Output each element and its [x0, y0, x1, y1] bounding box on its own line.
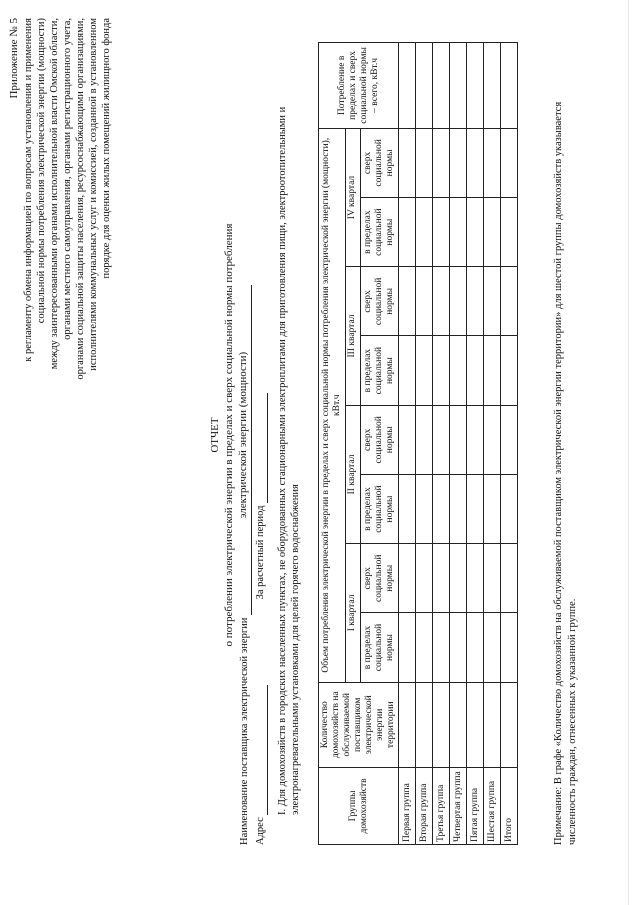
- appendix-header: [8, 18, 113, 448]
- table-cell[interactable]: [399, 336, 416, 405]
- table-cell[interactable]: [484, 43, 501, 129]
- table-cell[interactable]: [416, 198, 433, 267]
- table-cell[interactable]: [484, 336, 501, 405]
- table-cell[interactable]: [484, 128, 501, 197]
- header-quarter-2: II квартал: [345, 405, 360, 543]
- table-cell[interactable]: [416, 474, 433, 543]
- header-quarter-1: I квартал: [345, 544, 360, 682]
- address-label: Адрес: [255, 817, 266, 845]
- table-cell[interactable]: [501, 474, 518, 543]
- table-cell[interactable]: [433, 613, 450, 682]
- table-cell[interactable]: [433, 267, 450, 336]
- row-label: Третья группа: [433, 767, 450, 844]
- table-cell[interactable]: [467, 128, 484, 197]
- table-cell[interactable]: [399, 405, 416, 474]
- header-within-norm: в пределах социальной нормы: [360, 336, 398, 405]
- table-cell[interactable]: [467, 43, 484, 129]
- header-quarter-3: III квартал: [345, 267, 360, 405]
- appendix-line: порядке для оценки жилых помещений жилищного фонда: [101, 18, 112, 279]
- report-title: ОТЧЕТ: [209, 417, 221, 453]
- appendix-line: между заинтересованными органами исполнительной власти Омской области,: [49, 18, 60, 370]
- header-within-norm: в пределах социальной нормы: [360, 198, 398, 267]
- table-cell[interactable]: [467, 544, 484, 613]
- table-cell[interactable]: [399, 682, 416, 767]
- table-cell[interactable]: [433, 43, 450, 129]
- address-blank: [252, 685, 268, 815]
- table-cell[interactable]: [501, 405, 518, 474]
- table-cell[interactable]: [467, 405, 484, 474]
- table-cell[interactable]: [399, 267, 416, 336]
- report-subtitle: о потреблении электрической энергии в пределах и сверх социальной нормы потребления электрической энергии (мощности): [223, 223, 249, 647]
- table-cell[interactable]: [484, 544, 501, 613]
- table-cell[interactable]: [450, 128, 467, 197]
- table-cell[interactable]: [450, 682, 467, 767]
- table-cell[interactable]: [416, 405, 433, 474]
- table-cell[interactable]: [501, 198, 518, 267]
- header-within-norm: в пределах социальной нормы: [360, 613, 398, 682]
- row-label: Итого: [501, 767, 518, 844]
- table-cell[interactable]: [433, 198, 450, 267]
- table-row: [450, 43, 467, 845]
- table-cell[interactable]: [416, 613, 433, 682]
- table-cell[interactable]: [467, 682, 484, 767]
- period-blank: [252, 393, 268, 503]
- table-cell[interactable]: [399, 198, 416, 267]
- table-cell[interactable]: [450, 613, 467, 682]
- row-label: Первая группа: [399, 767, 416, 844]
- table-cell[interactable]: [416, 267, 433, 336]
- table-cell[interactable]: [399, 43, 416, 129]
- address-field: [252, 285, 268, 845]
- supplier-blank: [236, 285, 252, 615]
- table-cell[interactable]: [416, 544, 433, 613]
- row-label: Пятая группа: [467, 767, 484, 844]
- appendix-line: органами местного самоуправления, органами регистрационного учета,: [62, 18, 73, 340]
- table-cell[interactable]: [467, 613, 484, 682]
- appendix-line: органами социальной защиты населения, ресурсоснабжающими организациями,: [75, 18, 86, 380]
- header-above-norm: сверх социальной нормы: [360, 128, 398, 197]
- appendix-line: социальной нормы потребления электрической энергии (мощности): [36, 18, 47, 324]
- table-cell[interactable]: [433, 544, 450, 613]
- table-cell[interactable]: [501, 544, 518, 613]
- table-cell[interactable]: [450, 474, 467, 543]
- table-cell[interactable]: [484, 474, 501, 543]
- table-cell[interactable]: [450, 198, 467, 267]
- table-cell[interactable]: [450, 336, 467, 405]
- table-cell[interactable]: [501, 267, 518, 336]
- table-row: [416, 43, 433, 845]
- table-cell[interactable]: [467, 336, 484, 405]
- table-cell[interactable]: [399, 613, 416, 682]
- header-volume: Объем потребления электрической энергии в пределах и сверх социальной нормы потребления электрической энергии (мощности), кВт.ч: [319, 128, 346, 682]
- table-cell[interactable]: [433, 336, 450, 405]
- supplier-field: [236, 285, 252, 845]
- header-above-norm: сверх социальной нормы: [360, 405, 398, 474]
- header-quarter-4: IV квартал: [345, 128, 360, 266]
- table-cell[interactable]: [433, 405, 450, 474]
- header-above-norm: сверх социальной нормы: [360, 544, 398, 613]
- table-cell[interactable]: [501, 336, 518, 405]
- header-total: Потребление в пределах и сверх социальной нормы – всего, кВт.ч: [319, 43, 399, 129]
- table-cell[interactable]: [484, 267, 501, 336]
- table-cell[interactable]: [450, 267, 467, 336]
- appendix-number: Приложение № 5: [8, 18, 20, 99]
- table-row: [467, 43, 484, 845]
- table-cell[interactable]: [484, 405, 501, 474]
- section-heading: I. Для домохозяйств в городских населенных пунктах, не оборудованных стационарными электроплитами для приготовления пищи, электроотопительными и электронагревательными установками для целей горячего водоснабжения: [277, 106, 301, 815]
- table-cell[interactable]: [450, 43, 467, 129]
- table-cell[interactable]: [416, 336, 433, 405]
- table-cell[interactable]: [450, 544, 467, 613]
- table-cell[interactable]: [399, 474, 416, 543]
- supplier-label: Наименование поставщика электрической энергии: [239, 617, 250, 845]
- table-cell[interactable]: [416, 43, 433, 129]
- report-fields: [236, 285, 268, 845]
- table-cell[interactable]: [501, 682, 518, 767]
- footnote: Примечание: В графе «Количество домохозяйств на обслуживаемой поставщиком электрической энергии территории» для шестой группы домохозяйств указывается численность граждан, отнесенных к указанной группе.: [553, 101, 578, 845]
- row-label: Четвертая группа: [450, 767, 467, 844]
- row-label: Вторая группа: [416, 767, 433, 844]
- period-label: За расчетный период: [255, 505, 266, 600]
- table-cell[interactable]: [433, 128, 450, 197]
- table-cell[interactable]: [416, 128, 433, 197]
- table-cell[interactable]: [399, 128, 416, 197]
- row-label: Шестая группа: [484, 767, 501, 844]
- header-above-norm: сверх социальной нормы: [360, 267, 398, 336]
- table-cell[interactable]: [433, 682, 450, 767]
- table-cell[interactable]: [501, 613, 518, 682]
- table-cell[interactable]: [467, 474, 484, 543]
- table-cell[interactable]: [399, 544, 416, 613]
- consumption-table: [318, 42, 518, 845]
- appendix-line: к регламенту обмена информацией по вопросам установления и применения: [23, 18, 34, 362]
- table-cell[interactable]: [484, 613, 501, 682]
- header-groups: Группы домохозяйств: [319, 767, 399, 844]
- table-cell[interactable]: [484, 198, 501, 267]
- appendix-line: исполнителями коммунальных услуг и комиссией, созданной в установленном: [88, 18, 99, 371]
- table-cell[interactable]: [416, 682, 433, 767]
- table-row: [399, 43, 416, 845]
- header-within-norm: в пределах социальной нормы: [360, 474, 398, 543]
- table-row: [501, 43, 518, 845]
- page-divider: [628, 0, 629, 905]
- table-cell[interactable]: [501, 43, 518, 129]
- table-cell[interactable]: [484, 682, 501, 767]
- table-row: [484, 43, 501, 845]
- table-cell[interactable]: [433, 474, 450, 543]
- table-row: [433, 43, 450, 845]
- table-cell[interactable]: [450, 405, 467, 474]
- header-count: Количество домохозяйств на обслуживаемой поставщиком электрической энергии территории: [319, 682, 399, 767]
- table-cell[interactable]: [467, 198, 484, 267]
- table-cell[interactable]: [467, 267, 484, 336]
- table-cell[interactable]: [501, 128, 518, 197]
